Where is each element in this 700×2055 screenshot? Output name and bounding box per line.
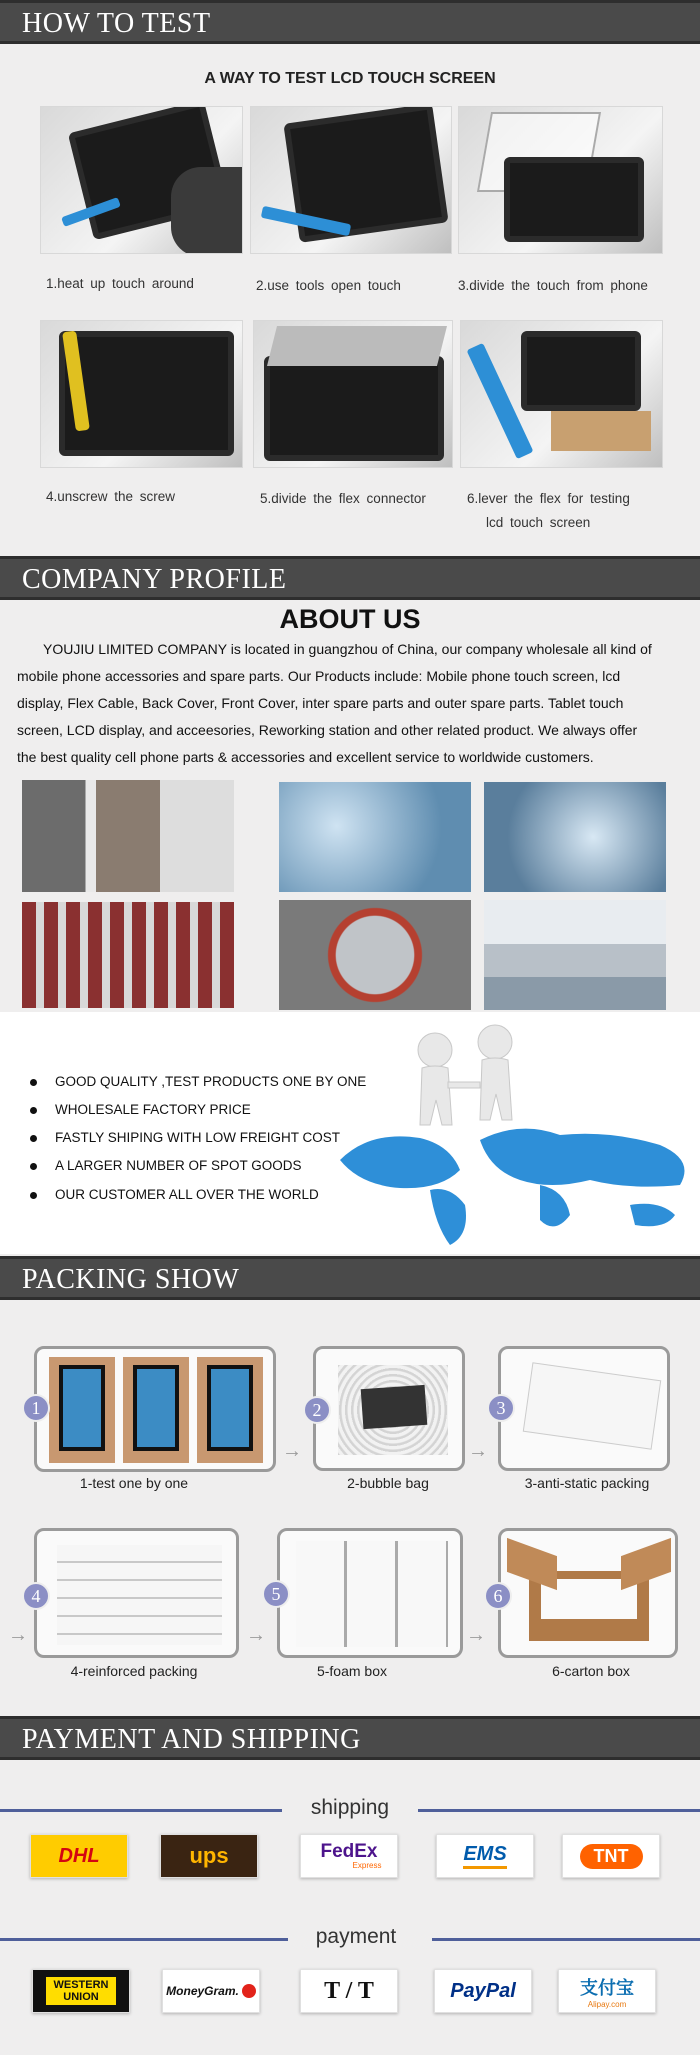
pack-photo-bubble bbox=[313, 1346, 465, 1471]
arrow-right-icon: → bbox=[282, 1440, 302, 1462]
step-number-badge: 5 bbox=[262, 1580, 290, 1608]
pack-label: 6-carton box bbox=[552, 1663, 630, 1679]
arrow-right-icon: → bbox=[466, 1624, 486, 1646]
alipay-logo: 支付宝 Alipay.com bbox=[558, 1969, 656, 2013]
feature-item: OUR CUSTOMER ALL OVER THE WORLD bbox=[30, 1187, 319, 1202]
section-title: PACKING SHOW bbox=[22, 1264, 240, 1295]
packing-banner bbox=[0, 1256, 700, 1300]
pack-photo-reinforced bbox=[34, 1528, 239, 1658]
divider bbox=[0, 1809, 282, 1812]
pack-photo-test bbox=[34, 1346, 276, 1472]
step-1-photo bbox=[40, 106, 243, 254]
dhl-logo: DHL bbox=[30, 1834, 128, 1878]
test-subtitle: A WAY TO TEST LCD TOUCH SCREEN bbox=[204, 70, 496, 87]
showroom-photo bbox=[22, 780, 234, 892]
arrow-right-icon: → bbox=[246, 1624, 266, 1646]
step-caption: 2.use tools open touch bbox=[256, 278, 401, 293]
feature-item: GOOD QUALITY ,TEST PRODUCTS ONE BY ONE bbox=[30, 1074, 366, 1089]
step-number-badge: 6 bbox=[484, 1582, 512, 1610]
step-caption: lcd touch screen bbox=[486, 515, 591, 530]
moneygram-logo: MoneyGram. bbox=[162, 1969, 260, 2013]
pack-label: 2-bubble bag bbox=[347, 1475, 429, 1491]
arrow-right-icon: → bbox=[8, 1624, 28, 1646]
pack-photo-carton bbox=[498, 1528, 678, 1658]
divider bbox=[432, 1938, 700, 1941]
step-number-badge: 3 bbox=[487, 1394, 515, 1422]
pack-photo-foam bbox=[277, 1528, 463, 1658]
about-paragraph: YOUJIU LIMITED COMPANY is located in guangzhou of China, our company wholesale all kind of mobile phone accessories and spare parts. Our Products include: Mobile phone touch screen, lcd display, Flex Cable, Back Cover, Front Cover, inter spare parts and outer spare parts. Tablet touch screen, LCD display, and acceesories, Reworking station and other related product. We always offer the best quality cell phone parts & accessories and excellent service to worldwide customers. bbox=[17, 641, 652, 765]
step-6-photo bbox=[460, 320, 663, 468]
ems-logo: EMS bbox=[436, 1834, 534, 1878]
step-4-photo bbox=[40, 320, 243, 468]
factory-photo bbox=[279, 782, 471, 892]
step-5-photo bbox=[253, 320, 453, 468]
feature-item: A LARGER NUMBER OF SPOT GOODS bbox=[30, 1158, 302, 1173]
factory-photo bbox=[484, 782, 666, 892]
shipping-label: shipping bbox=[310, 1796, 390, 1819]
divider bbox=[418, 1809, 700, 1812]
pack-label: 1-test one by one bbox=[79, 1475, 189, 1491]
machine-photo bbox=[279, 900, 471, 1010]
fedex-logo: FedEx Express bbox=[300, 1834, 398, 1878]
payment-shipping-banner bbox=[0, 1716, 700, 1760]
section-title: PAYMENT AND SHIPPING bbox=[22, 1724, 361, 1755]
ups-logo: ups bbox=[160, 1834, 258, 1878]
world-handshake-illustration bbox=[330, 1020, 700, 1255]
how-to-test-banner bbox=[0, 0, 700, 44]
divider bbox=[0, 1938, 288, 1941]
tnt-logo: TNT bbox=[562, 1834, 660, 1878]
paypal-logo: PayPal bbox=[434, 1969, 532, 2013]
tt-logo: T / T bbox=[300, 1969, 398, 2013]
feature-item: FASTLY SHIPING WITH LOW FREIGHT COST bbox=[30, 1130, 340, 1145]
step-caption: 6.lever the flex for testing bbox=[467, 491, 630, 506]
pack-label: 3-anti-static packing bbox=[524, 1475, 650, 1491]
pack-label: 5-foam box bbox=[316, 1663, 388, 1679]
step-caption: 5.divide the flex connector bbox=[260, 491, 426, 506]
step-number-badge: 1 bbox=[22, 1394, 50, 1422]
company-profile-banner bbox=[0, 556, 700, 600]
workshop-photo bbox=[484, 900, 666, 1010]
pack-label: 4-reinforced packing bbox=[70, 1663, 198, 1679]
step-3-photo bbox=[458, 106, 663, 254]
stock-photo bbox=[22, 902, 234, 1008]
step-2-photo bbox=[250, 106, 452, 254]
step-caption: 1.heat up touch around bbox=[46, 276, 194, 291]
feature-item: WHOLESALE FACTORY PRICE bbox=[30, 1102, 251, 1117]
step-number-badge: 2 bbox=[303, 1396, 331, 1424]
step-number-badge: 4 bbox=[22, 1582, 50, 1610]
about-title: ABOUT US bbox=[279, 604, 421, 634]
pack-photo-antistatic bbox=[498, 1346, 670, 1471]
section-title: COMPANY PROFILE bbox=[22, 564, 287, 595]
step-caption: 4.unscrew the screw bbox=[46, 489, 176, 504]
section-title: HOW TO TEST bbox=[22, 8, 211, 39]
western-union-logo: WESTERN UNION bbox=[32, 1969, 130, 2013]
step-caption: 3.divide the touch from phone bbox=[458, 278, 648, 293]
payment-label: payment bbox=[315, 1925, 397, 1948]
arrow-right-icon: → bbox=[468, 1440, 488, 1462]
